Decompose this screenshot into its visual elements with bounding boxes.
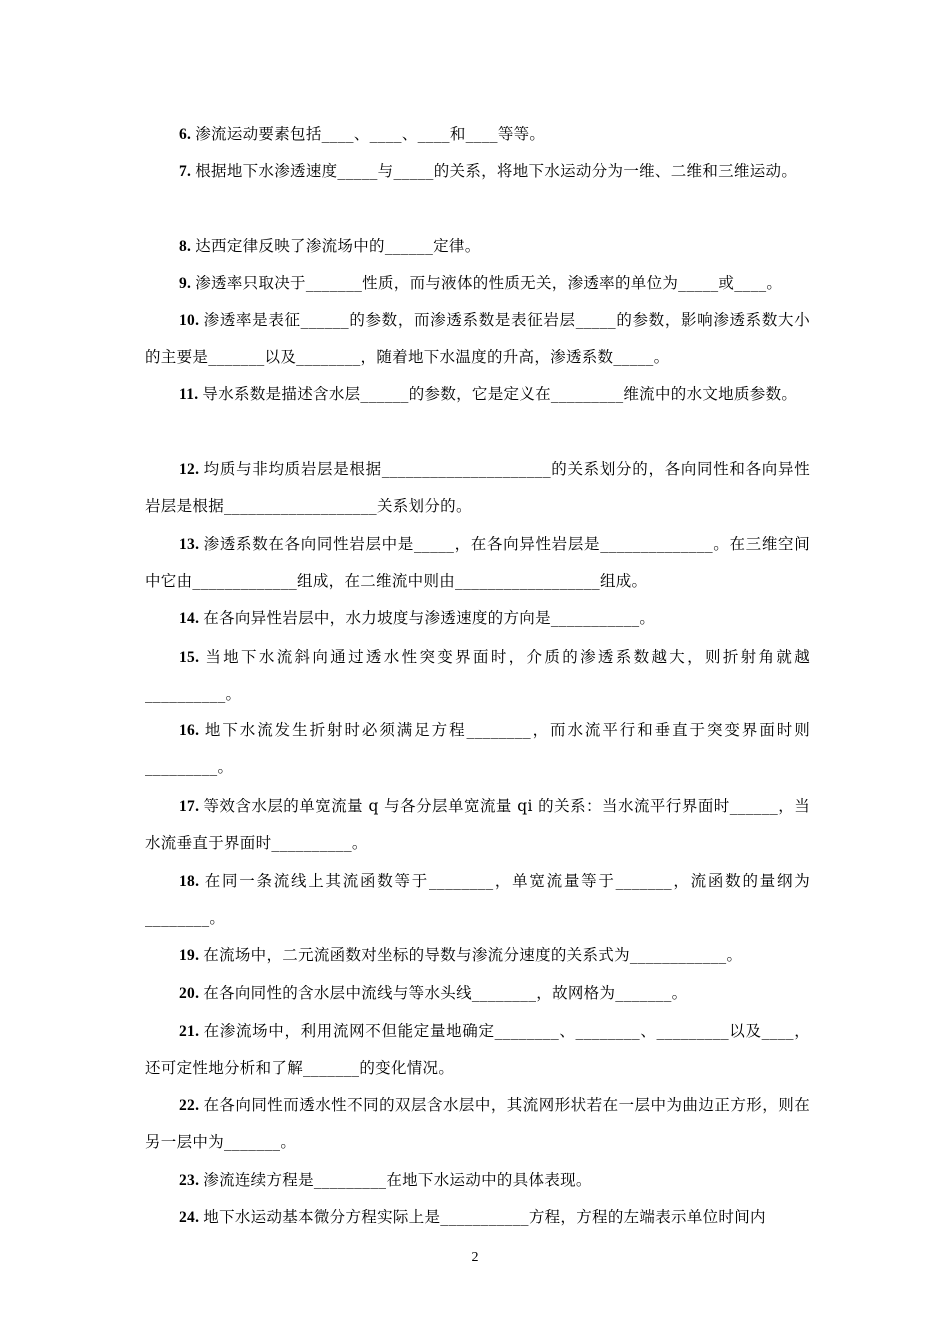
question-text: 根据地下水渗透速度_____与_____的关系，将地下水运动分为一维、二维和三维运动。 — [195, 162, 798, 180]
question-text: 导水系数是描述含水层______的参数，它是定义在_________维流中的水文地质参数。 — [202, 385, 798, 403]
question-number: 22. — [179, 1097, 200, 1114]
question-number: 21. — [179, 1023, 200, 1040]
question-text: 在各向同性而透水性不同的双层含水层中，其流网形状若在一层中为曲边正方形，则在另一层中为_______。 — [145, 1096, 810, 1151]
question-11 — [145, 376, 810, 413]
question-text: 当地下水流斜向通过透水性突变界面时，介质的渗透系数越大，则折射角就越__________。 — [145, 648, 810, 703]
question-text: 渗透率是表征______的参数，而渗透系数是表征岩层_____的参数，影响渗透系数大小的主要是_______以及________，随着地下水温度的升高，渗透系数_____。 — [145, 311, 810, 366]
question-text: 在各向异性岩层中，水力坡度与渗透速度的方向是___________。 — [203, 609, 656, 627]
question-16 — [145, 712, 810, 785]
question-22 — [145, 1087, 810, 1160]
question-text: 渗流运动要素包括____、____、____和____等等。 — [195, 125, 546, 143]
question-number: 6. — [179, 126, 192, 143]
question-20 — [145, 975, 810, 1012]
question-number: 13. — [179, 536, 200, 553]
question-text: 地下水运动基本微分方程实际上是___________方程，方程的左端表示单位时间内 — [203, 1208, 766, 1226]
question-number: 9. — [179, 275, 192, 292]
question-text: 达西定律反映了渗流场中的______定律。 — [195, 237, 481, 255]
question-number: 17. — [179, 798, 200, 815]
question-15 — [145, 639, 810, 712]
question-12 — [145, 451, 810, 524]
page-number: 2 — [471, 1250, 479, 1265]
question-number: 15. — [179, 649, 200, 666]
question-text: 地下水流发生折射时必须满足方程________，而水流平行和垂直于突变界面时则_________。 — [145, 721, 810, 776]
question-24 — [145, 1199, 810, 1236]
question-14 — [145, 600, 810, 637]
question-17 — [145, 788, 810, 861]
question-number: 18. — [179, 873, 200, 890]
question-number: 8. — [179, 238, 192, 255]
question-number: 20. — [179, 985, 200, 1002]
question-8 — [145, 228, 810, 265]
question-21 — [145, 1013, 810, 1086]
question-number: 19. — [179, 947, 200, 964]
question-number: 23. — [179, 1172, 200, 1189]
question-text: 均质与非均质岩层是根据_____________________的关系划分的，各向同性和各向异性岩层是根据___________________关系划分的。 — [145, 460, 810, 515]
question-number: 7. — [179, 163, 192, 180]
question-7 — [145, 153, 810, 190]
question-number: 10. — [179, 312, 200, 329]
question-23 — [145, 1162, 810, 1199]
question-text: 渗透系数在各向同性岩层中是_____，在各向异性岩层是______________。在三维空间中它由_____________组成，在二维流中则由__________________组成。 — [145, 535, 810, 590]
question-number: 11. — [179, 386, 199, 403]
question-number: 14. — [179, 610, 200, 627]
question-13 — [145, 526, 810, 599]
question-10 — [145, 302, 810, 375]
question-number: 12. — [179, 461, 200, 478]
question-number: 24. — [179, 1209, 200, 1226]
question-text: 在渗流场中，利用流网不但能定量地确定________、________、_________以及____，还可定性地分析和了解_______的变化情况。 — [145, 1022, 810, 1077]
question-text: 渗透率只取决于_______性质，而与液体的性质无关，渗透率的单位为_____或____。 — [195, 274, 783, 292]
question-19 — [145, 937, 810, 974]
question-number: 16. — [179, 722, 200, 739]
question-9 — [145, 265, 810, 302]
question-text: 渗流连续方程是_________在地下水运动中的具体表现。 — [203, 1171, 592, 1189]
question-6 — [145, 116, 810, 153]
question-text: 在同一条流线上其流函数等于________，单宽流量等于_______，流函数的量纲为________。 — [145, 872, 810, 927]
question-text: 等效含水层的单宽流量 q 与各分层单宽流量 qi 的关系：当水流平行界面时______，当水流垂直于界面时__________。 — [145, 797, 810, 852]
question-18 — [145, 863, 810, 936]
question-text: 在流场中，二元流函数对坐标的导数与渗流分速度的关系式为____________。 — [203, 946, 743, 964]
question-text: 在各向同性的含水层中流线与等水头线________，故网格为_______。 — [203, 984, 688, 1002]
